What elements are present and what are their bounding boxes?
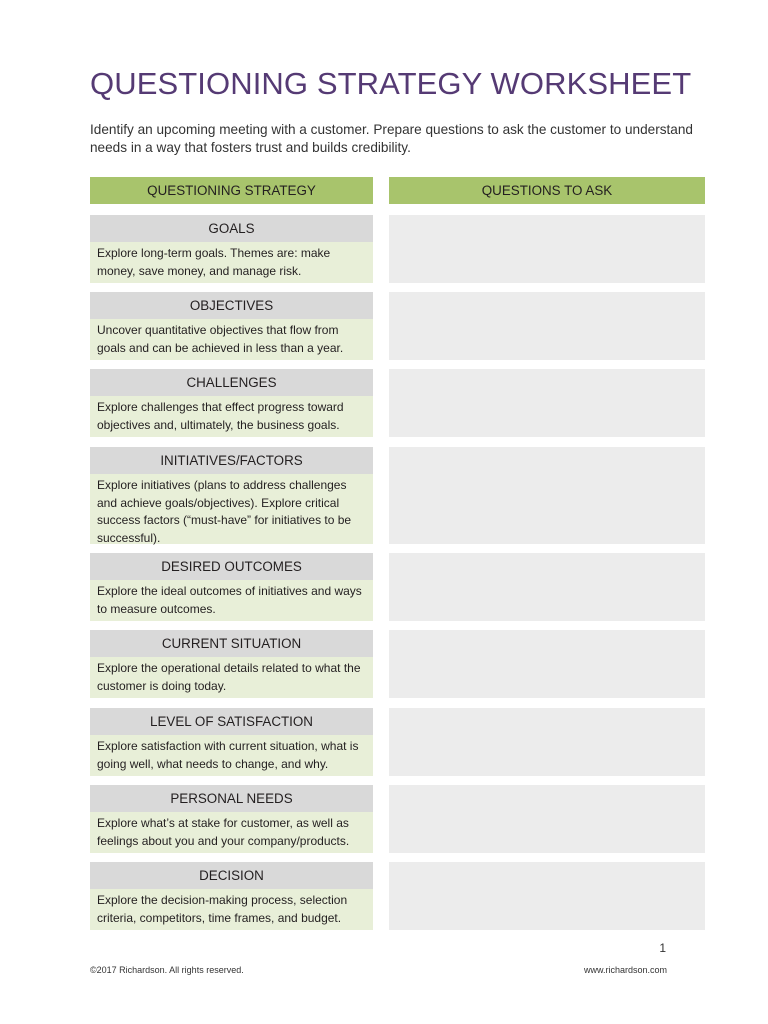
questions-answer-box[interactable] [389,630,705,698]
strategy-description: Explore long-term goals. Themes are: make money, save money, and manage risk. [90,242,373,283]
intro-text: Identify an upcoming meeting with a customer. Prepare questions to ask the customer to understand needs in a way that fosters trust and builds credibility. [90,122,693,155]
questions-answer-box[interactable] [389,369,705,437]
strategy-cell [90,553,373,621]
strategy-title: LEVEL OF SATISFACTION [90,708,373,735]
column-header-questions: QUESTIONS TO ASK [389,177,705,204]
questions-answer-box[interactable] [389,553,705,621]
strategy-cell [90,708,373,776]
questions-answer-box[interactable] [389,785,705,853]
questions-answer-box[interactable] [389,292,705,360]
strategy-cell [90,785,373,853]
strategy-title: GOALS [90,215,373,242]
strategy-description: Explore the decision-making process, selection criteria, competitors, time frames, and budget. [90,889,373,930]
strategy-description: Explore challenges that effect progress toward objectives and, ultimately, the business goals. [90,396,373,437]
worksheet-row-goals [90,215,705,283]
strategy-cell [90,215,373,283]
column-header-strategy: QUESTIONING STRATEGY [90,177,373,204]
worksheet-row-current-situation [90,630,705,698]
page-title: QUESTIONING STRATEGY WORKSHEET [90,66,692,101]
questions-answer-box[interactable] [389,447,705,544]
page-number: 1 [659,941,666,955]
strategy-description: Explore the operational details related to what the customer is doing today. [90,657,373,698]
strategy-cell [90,369,373,437]
worksheet-row-challenges [90,369,705,437]
strategy-title: DECISION [90,862,373,889]
strategy-title: OBJECTIVES [90,292,373,319]
strategy-cell [90,447,373,544]
strategy-cell [90,862,373,930]
worksheet-row-personal-needs [90,785,705,853]
questions-answer-box[interactable] [389,862,705,930]
strategy-title: PERSONAL NEEDS [90,785,373,812]
questions-answer-box[interactable] [389,708,705,776]
footer-website-link[interactable]: www.richardson.com [583,965,667,975]
strategy-cell [90,630,373,698]
strategy-title: CHALLENGES [90,369,373,396]
strategy-description: Uncover quantitative objectives that flow from goals and can be achieved in less than a year. [90,319,373,360]
worksheet-row-level-of-satisfaction [90,708,705,776]
worksheet-row-objectives [90,292,705,360]
strategy-description: Explore satisfaction with current situation, what is going well, what needs to change, and why. [90,735,373,776]
strategy-description: Explore the ideal outcomes of initiatives and ways to measure outcomes. [90,580,373,621]
strategy-description: Explore what’s at stake for customer, as well as feelings about you and your company/products. [90,812,373,853]
strategy-title: CURRENT SITUATION [90,630,373,657]
footer-copyright: ©2017 Richardson. All rights reserved. [90,965,244,975]
strategy-cell [90,292,373,360]
questions-answer-box[interactable] [389,215,705,283]
strategy-description: Explore initiatives (plans to address challenges and achieve goals/objectives). Explore critical success factors (“must-have” for initiatives to be successful). [90,474,373,544]
worksheet-row-initiatives-factors [90,447,705,544]
strategy-title: INITIATIVES/FACTORS [90,447,373,474]
worksheet-row-desired-outcomes [90,553,705,621]
strategy-title: DESIRED OUTCOMES [90,553,373,580]
worksheet-row-decision [90,862,705,930]
